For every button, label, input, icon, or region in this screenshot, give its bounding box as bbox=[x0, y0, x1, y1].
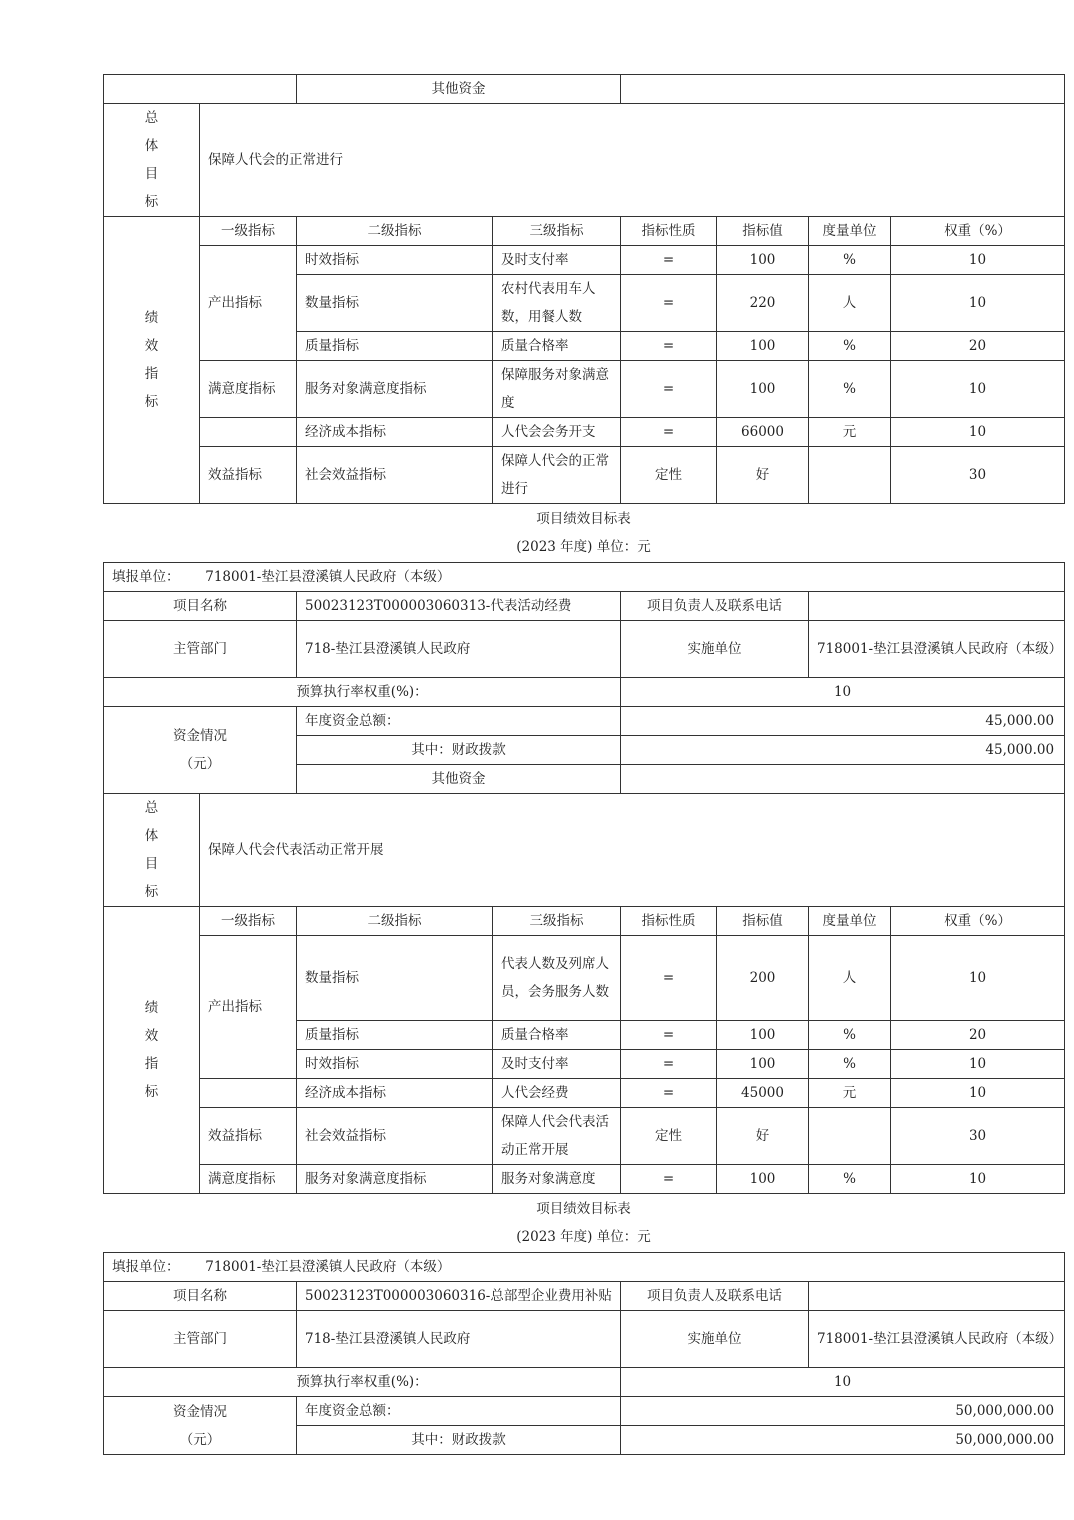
nature-cell: = bbox=[621, 1021, 717, 1050]
header-level1: 一级指标 bbox=[200, 907, 297, 936]
level3-cell: 保障服务对象满意度 bbox=[493, 361, 621, 418]
annual-total-value: 45,000.00 bbox=[621, 707, 1065, 736]
level3-cell: 质量合格率 bbox=[493, 332, 621, 361]
dept-label: 主管部门 bbox=[104, 1311, 297, 1368]
weight-cell: 20 bbox=[891, 1021, 1065, 1050]
other-funds-label: 其他资金 bbox=[297, 75, 621, 104]
weight-cell: 10 bbox=[891, 1050, 1065, 1079]
budget-rate-label: 预算执行率权重(%)： bbox=[104, 678, 621, 707]
unit-cell bbox=[809, 1108, 891, 1165]
unit-cell: 人 bbox=[809, 275, 891, 332]
level1-cell bbox=[200, 1079, 297, 1108]
table-row bbox=[104, 936, 1065, 1021]
project-name-label: 项目名称 bbox=[104, 592, 297, 621]
value-cell: 66000 bbox=[717, 418, 809, 447]
other-funds-value bbox=[621, 765, 1065, 794]
level3-cell: 保障人代会代表活动正常开展 bbox=[493, 1108, 621, 1165]
level1-cell: 满意度指标 bbox=[200, 1165, 297, 1194]
fill-unit-value: 718001-垫江县澄溪镇人民政府（本级） bbox=[205, 1259, 451, 1275]
other-funds-value bbox=[621, 75, 1065, 104]
nature-cell: = bbox=[621, 275, 717, 332]
dept-value: 718-垫江县澄溪镇人民政府 bbox=[297, 1311, 621, 1368]
level2-cell: 数量指标 bbox=[297, 936, 493, 1021]
table-row bbox=[104, 418, 1065, 447]
unit-cell: % bbox=[809, 1165, 891, 1194]
weight-cell: 10 bbox=[891, 418, 1065, 447]
value-cell: 100 bbox=[717, 1165, 809, 1194]
value-cell: 100 bbox=[717, 332, 809, 361]
impl-value: 718001-垫江县澄溪镇人民政府（本级） bbox=[809, 621, 1065, 678]
year-unit: (2023 年度) 单位：元 bbox=[516, 1229, 651, 1245]
value-cell: 200 bbox=[717, 936, 809, 1021]
header-unit: 度量单位 bbox=[809, 217, 891, 246]
level2-cell: 质量指标 bbox=[297, 332, 493, 361]
project-name-value: 50023123T000003060316-总部型企业费用补贴 bbox=[297, 1282, 621, 1311]
annual-total-label: 年度资金总额： bbox=[297, 1397, 621, 1426]
weight-cell: 10 bbox=[891, 361, 1065, 418]
level3-cell: 代表人数及列席人员，会务服务人数 bbox=[493, 936, 621, 1021]
header-level3: 三级指标 bbox=[493, 217, 621, 246]
nature-cell: 定性 bbox=[621, 447, 717, 504]
level1-cell: 效益指标 bbox=[200, 1108, 297, 1165]
perf-table-continued bbox=[103, 74, 1065, 504]
level2-cell: 时效指标 bbox=[297, 1050, 493, 1079]
value-cell: 220 bbox=[717, 275, 809, 332]
nature-cell: = bbox=[621, 418, 717, 447]
weight-cell: 10 bbox=[891, 246, 1065, 275]
other-funds-label: 其他资金 bbox=[297, 765, 621, 794]
value-cell: 100 bbox=[717, 1050, 809, 1079]
header-value: 指标值 bbox=[717, 217, 809, 246]
level3-cell: 人代会经费 bbox=[493, 1079, 621, 1108]
level1-cell bbox=[200, 418, 297, 447]
project-name-label: 项目名称 bbox=[104, 1282, 297, 1311]
nature-cell: = bbox=[621, 1165, 717, 1194]
unit-cell: 元 bbox=[809, 418, 891, 447]
level3-cell: 农村代表用车人数，用餐人数 bbox=[493, 275, 621, 332]
fiscal-label: 其中：财政拨款 bbox=[297, 736, 621, 765]
level2-cell: 服务对象满意度指标 bbox=[297, 1165, 493, 1194]
table-row bbox=[104, 1165, 1065, 1194]
fiscal-value: 45,000.00 bbox=[621, 736, 1065, 765]
unit-cell bbox=[809, 447, 891, 504]
header-level2: 二级指标 bbox=[297, 217, 493, 246]
table-row bbox=[104, 1108, 1065, 1165]
value-cell: 45000 bbox=[717, 1079, 809, 1108]
value-cell: 100 bbox=[717, 361, 809, 418]
unit-cell: % bbox=[809, 246, 891, 275]
impl-label: 实施单位 bbox=[621, 621, 809, 678]
table-row bbox=[104, 1079, 1065, 1108]
fill-unit-row bbox=[104, 563, 1065, 592]
level3-cell: 服务对象满意度 bbox=[493, 1165, 621, 1194]
unit-cell: % bbox=[809, 332, 891, 361]
perf-indicator-label: 绩 效 指 标 bbox=[104, 907, 200, 1194]
level1-cell: 产出指标 bbox=[200, 936, 297, 1079]
level2-cell: 经济成本指标 bbox=[297, 418, 493, 447]
level2-cell: 质量指标 bbox=[297, 1021, 493, 1050]
level2-cell: 经济成本指标 bbox=[297, 1079, 493, 1108]
dept-label: 主管部门 bbox=[104, 621, 297, 678]
unit-cell: % bbox=[809, 1021, 891, 1050]
header-unit: 度量单位 bbox=[809, 907, 891, 936]
nature-cell: = bbox=[621, 1050, 717, 1079]
table-title: 项目绩效目标表 bbox=[536, 1201, 631, 1217]
overall-goal-label: 总 体 目 标 bbox=[104, 794, 200, 907]
annual-total-label: 年度资金总额： bbox=[297, 707, 621, 736]
header-weight: 权重（%） bbox=[891, 217, 1065, 246]
value-cell: 100 bbox=[717, 1021, 809, 1050]
value-cell: 好 bbox=[717, 1108, 809, 1165]
level2-cell: 社会效益指标 bbox=[297, 447, 493, 504]
budget-rate-value: 10 bbox=[621, 1368, 1065, 1397]
perf-table-2 bbox=[103, 1252, 1065, 1455]
level1-cell: 效益指标 bbox=[200, 447, 297, 504]
weight-cell: 10 bbox=[891, 275, 1065, 332]
overall-goal-label: 总 体 目 标 bbox=[104, 104, 200, 217]
unit-cell: 人 bbox=[809, 936, 891, 1021]
perf-indicator-label: 绩 效 指 标 bbox=[104, 217, 200, 504]
header-level2: 二级指标 bbox=[297, 907, 493, 936]
level2-cell: 服务对象满意度指标 bbox=[297, 361, 493, 418]
budget-rate-value: 10 bbox=[621, 678, 1065, 707]
header-level1: 一级指标 bbox=[200, 217, 297, 246]
table-title: 项目绩效目标表 bbox=[536, 511, 631, 527]
value-cell: 100 bbox=[717, 246, 809, 275]
nature-cell: = bbox=[621, 361, 717, 418]
level1-cell: 满意度指标 bbox=[200, 361, 297, 418]
level2-cell: 时效指标 bbox=[297, 246, 493, 275]
fill-unit-label: 填报单位： bbox=[112, 1259, 180, 1275]
budget-rate-label: 预算执行率权重(%)： bbox=[104, 1368, 621, 1397]
unit-cell: % bbox=[809, 361, 891, 418]
level3-cell: 人代会会务开支 bbox=[493, 418, 621, 447]
year-unit: (2023 年度) 单位：元 bbox=[516, 539, 651, 555]
header-nature: 指标性质 bbox=[621, 907, 717, 936]
table-row bbox=[104, 246, 1065, 275]
nature-cell: = bbox=[621, 1079, 717, 1108]
unit-cell: 元 bbox=[809, 1079, 891, 1108]
nature-cell: = bbox=[621, 936, 717, 1021]
level3-cell: 保障人代会的正常进行 bbox=[493, 447, 621, 504]
nature-cell: = bbox=[621, 246, 717, 275]
funds-label: 资金情况 （元） bbox=[104, 707, 297, 794]
unit-cell: % bbox=[809, 1050, 891, 1079]
impl-label: 实施单位 bbox=[621, 1311, 809, 1368]
level2-cell: 数量指标 bbox=[297, 275, 493, 332]
impl-value: 718001-垫江县澄溪镇人民政府（本级） bbox=[809, 1311, 1065, 1368]
overall-goal-text: 保障人代会代表活动正常开展 bbox=[200, 794, 1065, 907]
fill-unit-row bbox=[104, 1253, 1065, 1282]
weight-cell: 10 bbox=[891, 1079, 1065, 1108]
weight-cell: 10 bbox=[891, 936, 1065, 1021]
header-value: 指标值 bbox=[717, 907, 809, 936]
contact-label: 项目负责人及联系电话 bbox=[621, 592, 809, 621]
overall-goal-text: 保障人代会的正常进行 bbox=[200, 104, 1065, 217]
nature-cell: 定性 bbox=[621, 1108, 717, 1165]
table-row bbox=[104, 361, 1065, 418]
weight-cell: 10 bbox=[891, 1165, 1065, 1194]
annual-total-value: 50,000,000.00 bbox=[621, 1397, 1065, 1426]
value-cell: 好 bbox=[717, 447, 809, 504]
table-row bbox=[104, 447, 1065, 504]
fill-unit-value: 718001-垫江县澄溪镇人民政府（本级） bbox=[205, 569, 451, 585]
level2-cell: 社会效益指标 bbox=[297, 1108, 493, 1165]
perf-table-1 bbox=[103, 562, 1065, 1194]
fiscal-label: 其中：财政拨款 bbox=[297, 1426, 621, 1455]
weight-cell: 30 bbox=[891, 1108, 1065, 1165]
level1-cell: 产出指标 bbox=[200, 246, 297, 361]
contact-value bbox=[809, 592, 1065, 621]
header-weight: 权重（%） bbox=[891, 907, 1065, 936]
nature-cell: = bbox=[621, 332, 717, 361]
fiscal-value: 50,000,000.00 bbox=[621, 1426, 1065, 1455]
dept-value: 718-垫江县澄溪镇人民政府 bbox=[297, 621, 621, 678]
contact-label: 项目负责人及联系电话 bbox=[621, 1282, 809, 1311]
weight-cell: 30 bbox=[891, 447, 1065, 504]
empty-cell bbox=[104, 75, 297, 104]
header-nature: 指标性质 bbox=[621, 217, 717, 246]
funds-label: 资金情况 （元） bbox=[104, 1397, 297, 1455]
fill-unit-label: 填报单位： bbox=[112, 569, 180, 585]
level3-cell: 及时支付率 bbox=[493, 246, 621, 275]
level3-cell: 质量合格率 bbox=[493, 1021, 621, 1050]
project-name-value: 50023123T000003060313-代表活动经费 bbox=[297, 592, 621, 621]
weight-cell: 20 bbox=[891, 332, 1065, 361]
header-level3: 三级指标 bbox=[493, 907, 621, 936]
level3-cell: 及时支付率 bbox=[493, 1050, 621, 1079]
contact-value bbox=[809, 1282, 1065, 1311]
